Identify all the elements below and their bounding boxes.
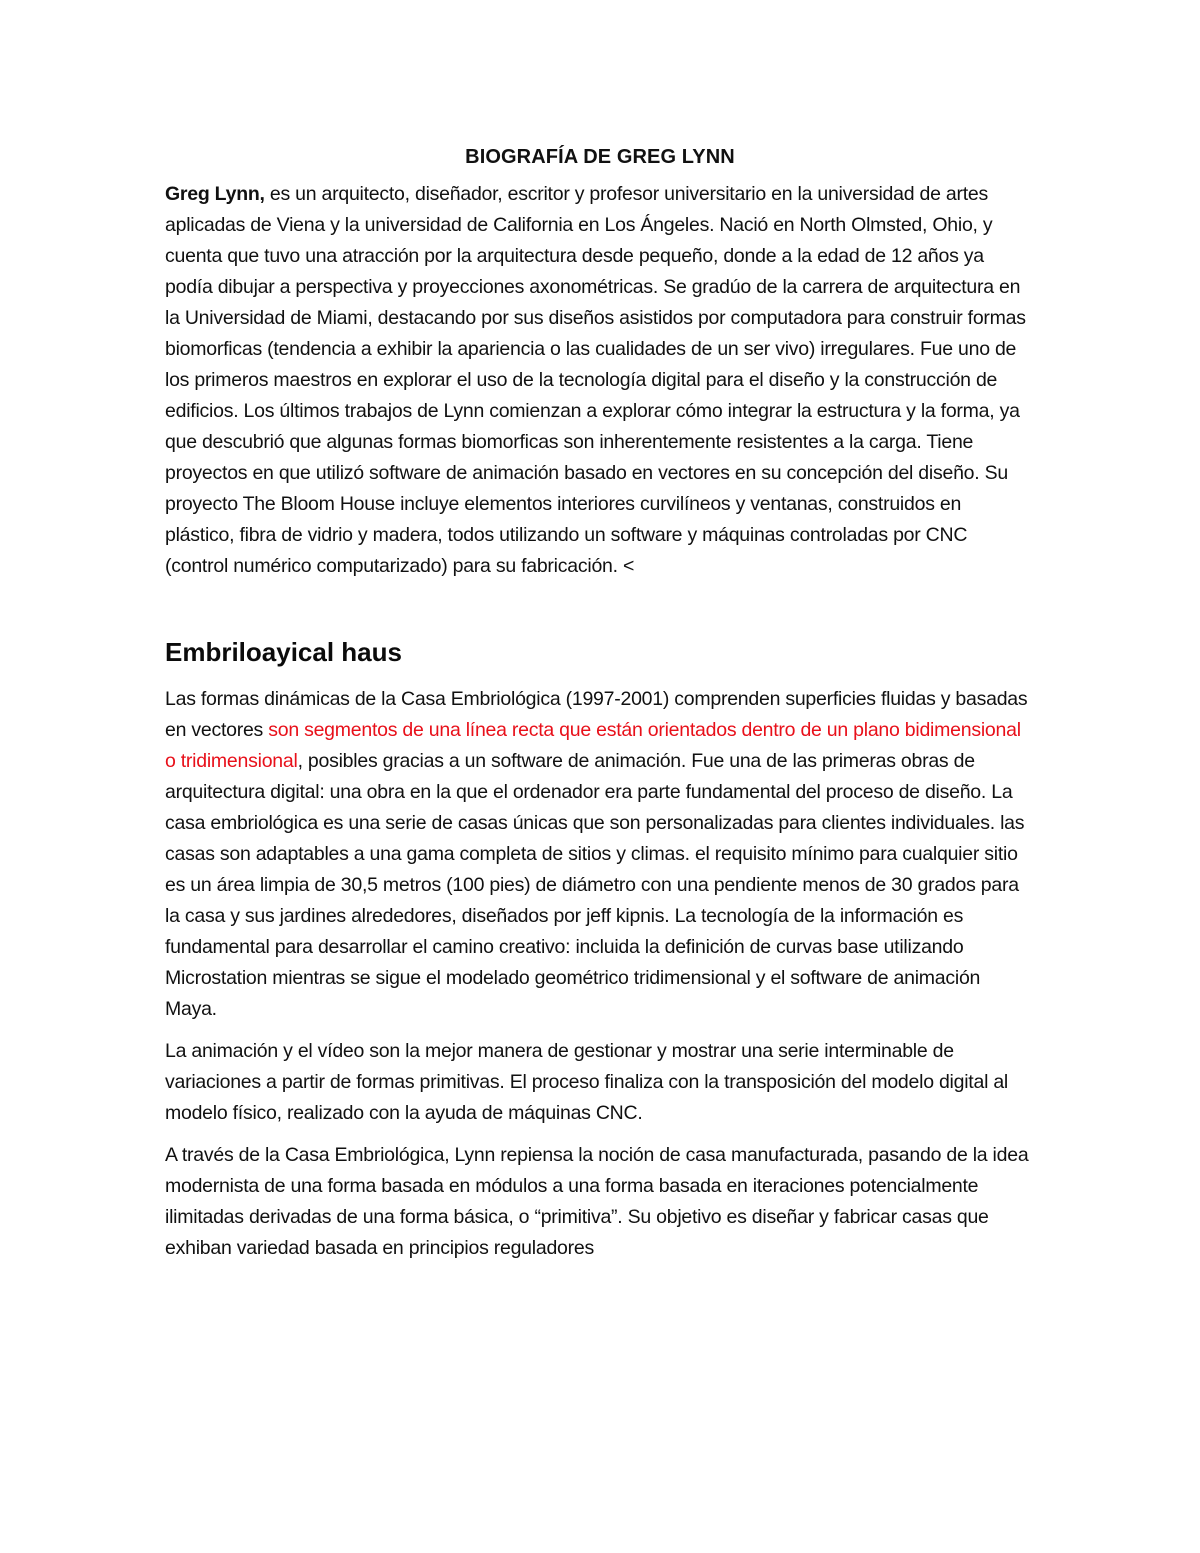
section-heading: Embriloayical haus bbox=[165, 637, 402, 667]
bio-name: Greg Lynn, bbox=[165, 183, 265, 205]
section-paragraph-2: La animación y el vídeo son la mejor manera de gestionar y mostrar una serie interminable de variaciones a partir de formas primitivas. El proceso finaliza con la transposición del modelo digital al modelo físico, realizado con la ayuda de máquinas CNC. bbox=[165, 1040, 1008, 1124]
paragraph-1-text-start: Las formas dinámicas de la Casa Embriológica (1997-2001) comprenden superficies fluidas y basadas en vectores bbox=[165, 688, 1028, 741]
document-content bbox=[165, 138, 1035, 1264]
section-paragraph-3: A través de la Casa Embriológica, Lynn repiensa la noción de casa manufacturada, pasando de la idea modernista de una forma basada en módulos a una forma basada en iteraciones potencialmente ilimitadas derivadas de una forma básica, o “primitiva”. Su objetivo es diseñar y fabricar casas que exhiban variedad basada en principios reguladores bbox=[165, 1144, 1029, 1259]
bio-paragraph bbox=[165, 179, 1035, 582]
bio-text: es un arquitecto, diseñador, escritor y profesor universitario en la universidad de artes aplicadas de Viena y la universidad de California en Los Ángeles. Nació en North Olmsted, Ohio, y cuenta que tuvo una atracción por la arquitectura desde pequeño, donde a la edad de 12 años ya podía dibujar a perspectiva y proyecciones axonométricas. Se gradúo de la carrera de arquitectura en la Universidad de Miami, destacando por sus diseños asistidos por computadora para construir formas biomorficas (tendencia a exhibir la apariencia o las cualidades de un ser vivo) irregulares. Fue uno de los primeros maestros en explorar el uso de la tecnología digital para el diseño y la construcción de edificios. Los últimos trabajos de Lynn comienzan a explorar cómo integrar la estructura y la forma, ya que descubrió que algunas formas biomorficas son inherentemente resistentes a la carga. Tiene proyectos en que utilizó software de animación basado en vectores en su concepción del diseño. Su proyecto The Bloom House incluye elementos interiores curvilíneos y ventanas, construidos en plástico, fibra de vidrio y madera, todos utilizando un software y máquinas controladas por CNC (control numérico computarizado) para su fabricación. < bbox=[165, 183, 1026, 577]
paragraph-1-red-highlight: son segmentos de una línea recta que están orientados dentro de un plano bidimensional o tridimensional bbox=[165, 719, 1021, 772]
document-title: BIOGRAFÍA DE GREG LYNN bbox=[465, 146, 735, 168]
paragraph-1-text-end: , posibles gracias a un software de animación. Fue una de las primeras obras de arquitectura digital: una obra en la que el ordenador era parte fundamental del proceso de diseño. La casa embriológica es una serie de casas únicas que son personalizadas para clientes individuales. las casas son adaptables a una gama completa de sitios y climas. el requisito mínimo para cualquier sitio es un área limpia de 30,5 metros (100 pies) de diámetro con una pendiente menos de 30 grados para la casa y sus jardines alrededores, diseñados por jeff kipnis. La tecnología de la información es fundamental para desarrollar el camino creativo: incluida la definición de curvas base utilizando Microstation mientras se sigue el modelado geométrico tridimensional y el software de animación Maya. bbox=[165, 750, 1025, 1020]
section-paragraph-1 bbox=[165, 684, 1035, 1025]
